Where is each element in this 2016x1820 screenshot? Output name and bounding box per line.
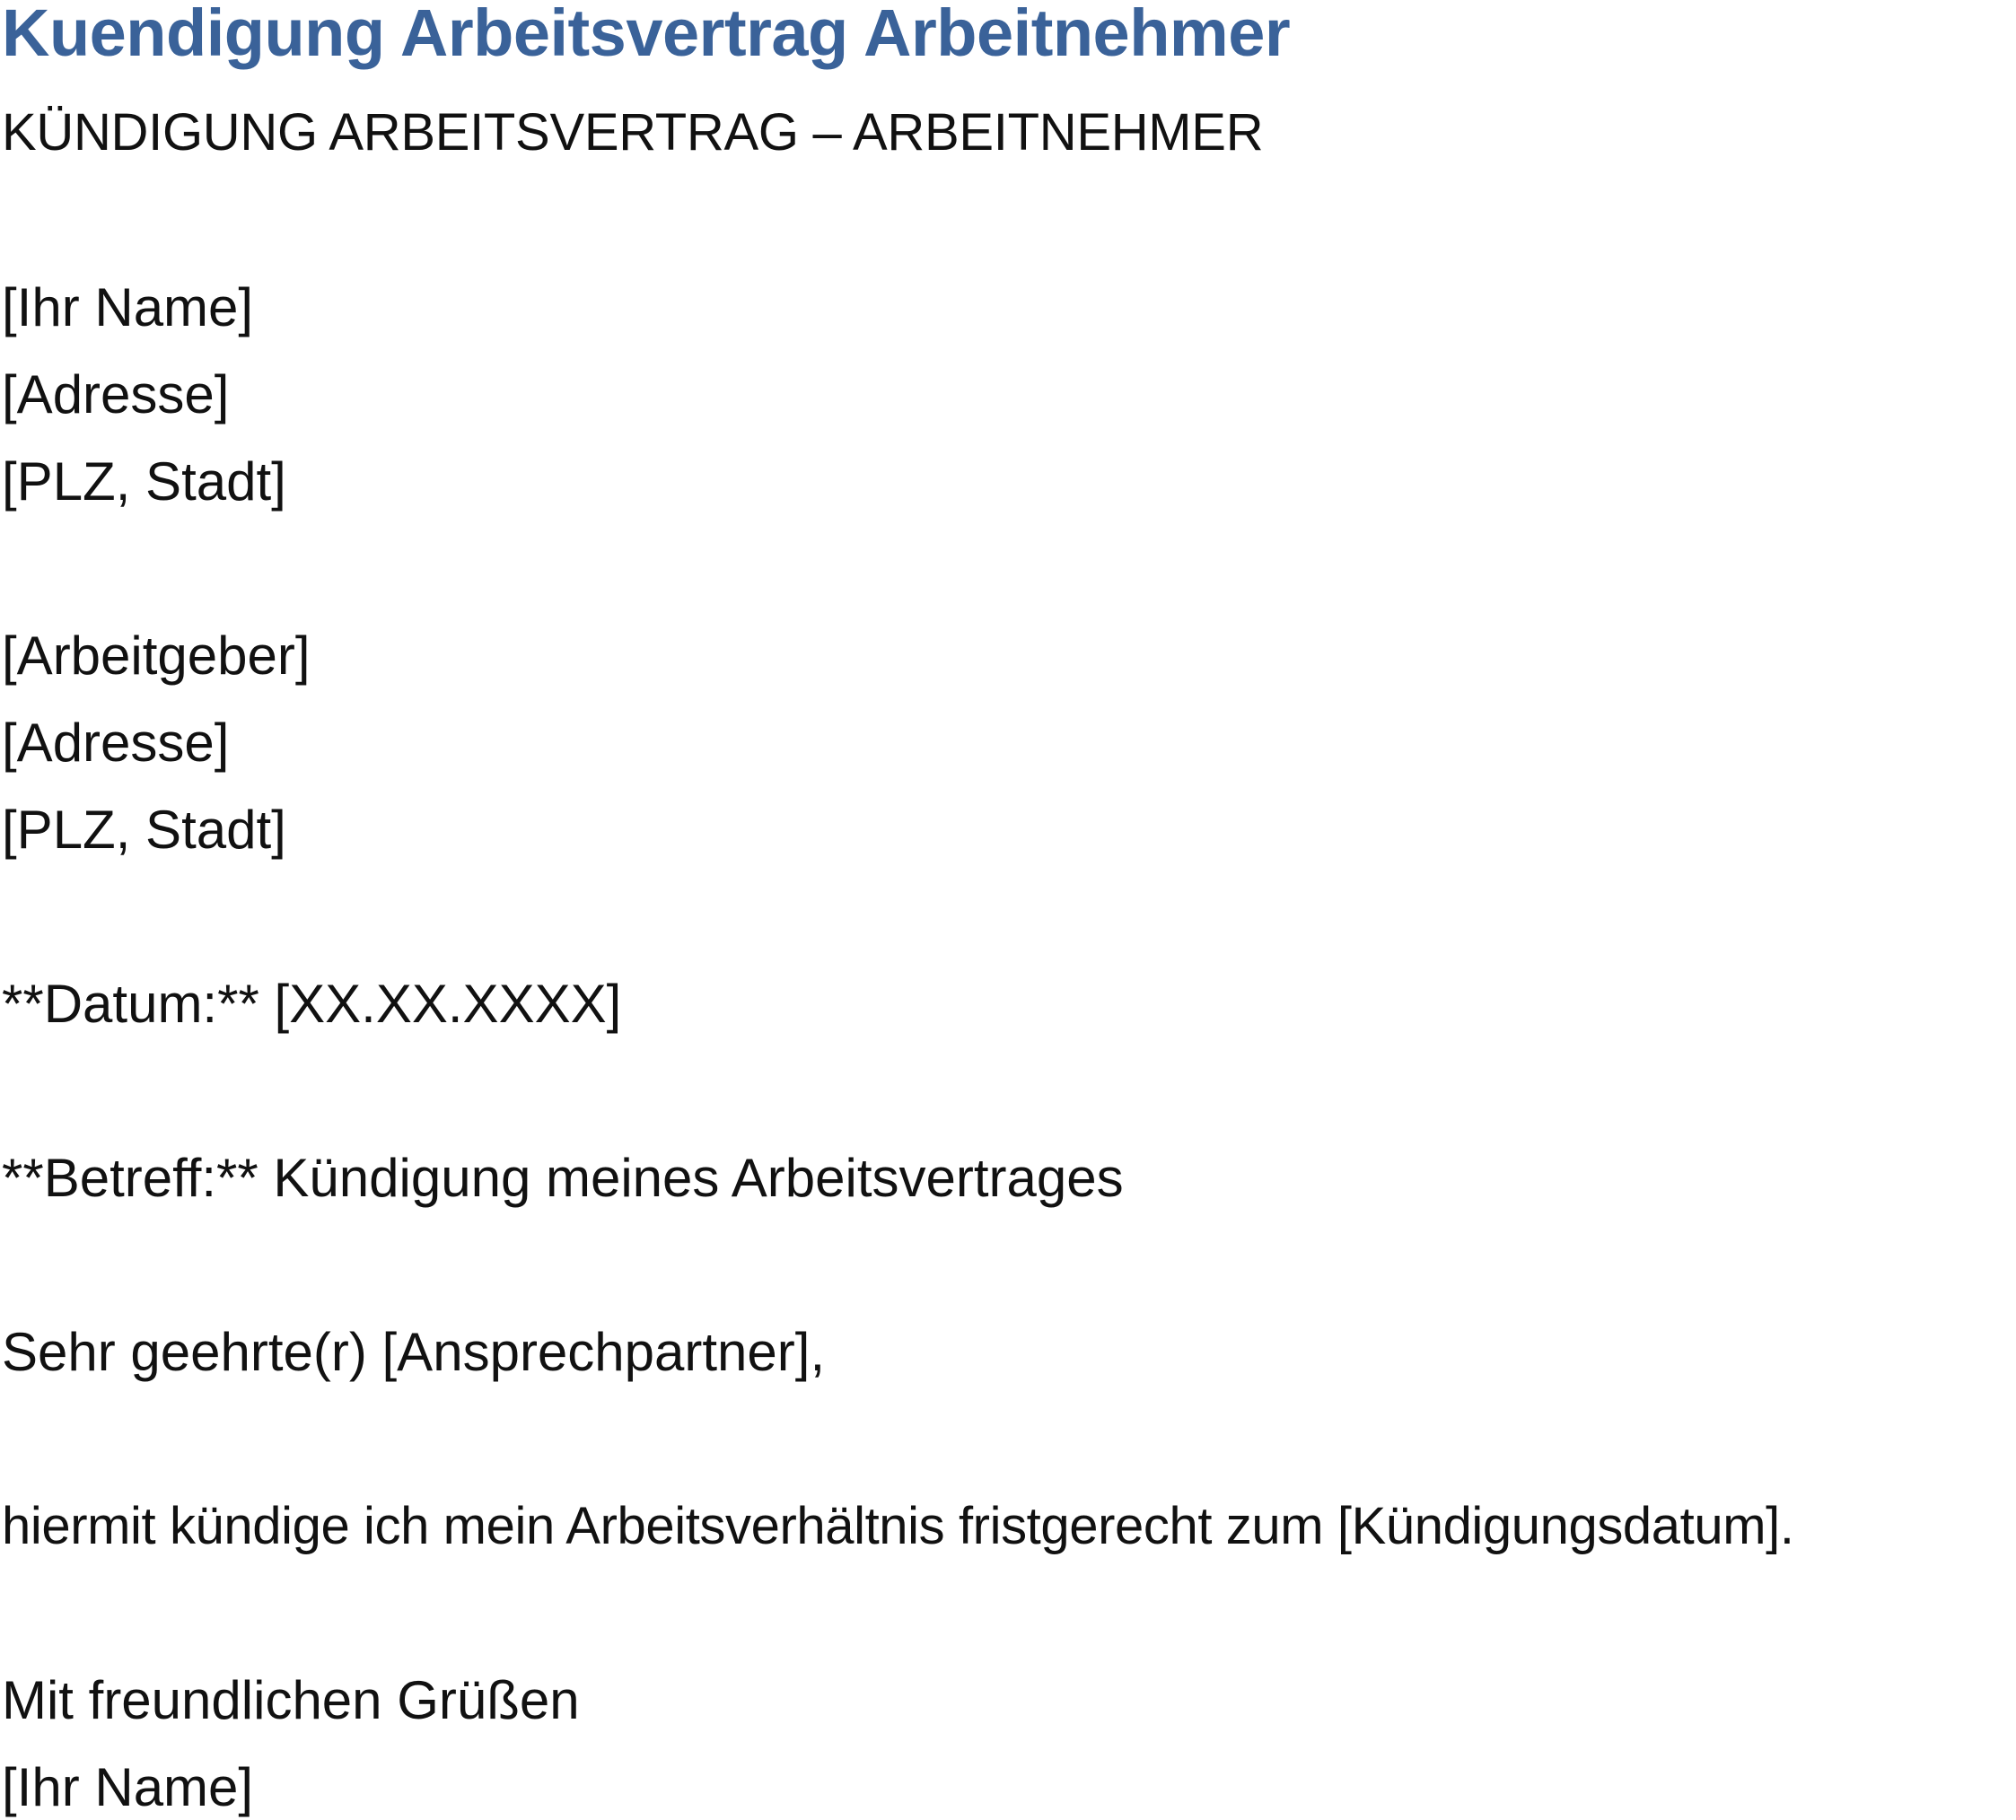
sender-name: [Ihr Name]	[2, 277, 254, 337]
subject-line: **Betreff:** Kündigung meines Arbeitsvertrages	[2, 1148, 1124, 1208]
salutation: Sehr geehrte(r) [Ansprechpartner],	[2, 1322, 826, 1382]
recipient-address: [Adresse]	[2, 713, 230, 773]
sender-address: [Adresse]	[2, 364, 230, 424]
closing: Mit freundlichen Grüßen	[2, 1670, 580, 1730]
sender-city: [PLZ, Stadt]	[2, 451, 286, 512]
date-line: **Datum:** [XX.XX.XXXX]	[2, 974, 622, 1034]
body-paragraph: hiermit kündige ich mein Arbeitsverhältnis fristgerecht zum [Kündigungsdatum].	[2, 1497, 1794, 1555]
document-subtitle: KÜNDIGUNG ARBEITSVERTRAG – ARBEITNEHMER	[2, 103, 1264, 162]
recipient-name: [Arbeitgeber]	[2, 626, 311, 686]
signature-name: [Ihr Name]	[2, 1757, 254, 1817]
document-heading: Kuendigung Arbeitsvertrag Arbeitnehmer	[2, 0, 1291, 70]
recipient-city: [PLZ, Stadt]	[2, 800, 286, 860]
